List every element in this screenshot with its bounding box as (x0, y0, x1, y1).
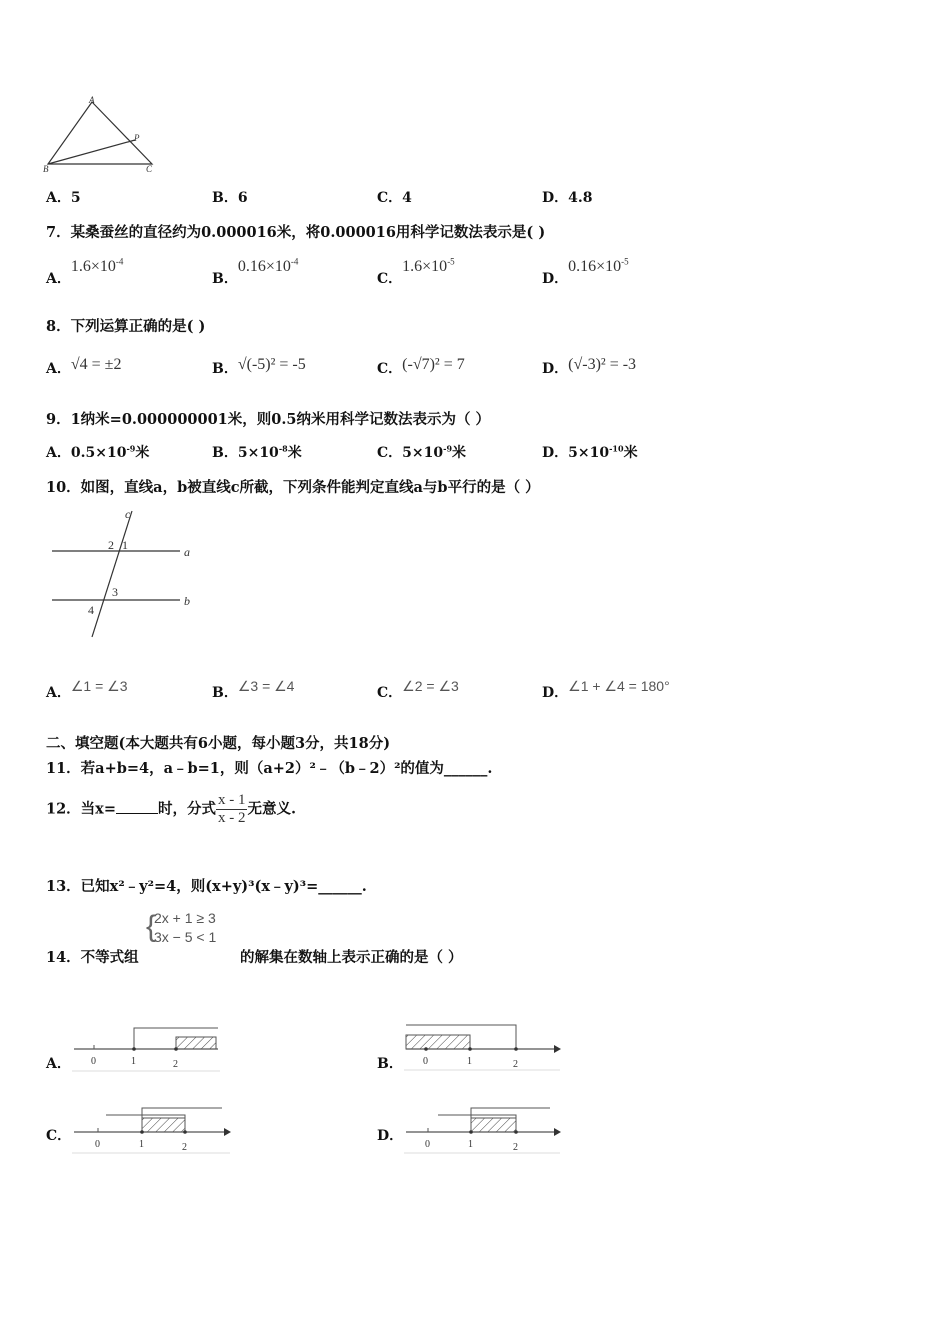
q7-option-c[interactable]: C．$1.6\times 10^{-5}$ (377, 256, 455, 287)
point-p-label: P (134, 133, 140, 143)
q9-option-d[interactable]: D．$5\times 10^{-10}$米 (542, 443, 638, 461)
q7-option-d[interactable]: D．$0.16\times 10^{-5}$ (542, 256, 629, 287)
q10-option-d[interactable]: D．∠1 + ∠4 = 180° (542, 678, 670, 701)
angle-2-label: 2 (108, 538, 114, 552)
vertex-b-label: B (43, 164, 49, 174)
vertex-c-label: C (146, 164, 153, 174)
q7-stem: 7．某桑蚕丝的直径约为0.000016米，将0.000016用科学记数法表示是( ) (46, 224, 546, 241)
tick-0-label: 0 (95, 1139, 100, 1150)
line-b-label: b (184, 594, 190, 608)
q14-option-a-numberline[interactable] (72, 1025, 222, 1073)
q8-stem: 8．下列运算正确的是( ) (46, 318, 206, 335)
tick-2-label: 2 (513, 1059, 518, 1070)
q10-option-c[interactable]: C．∠2 = ∠3 (377, 678, 459, 701)
tick-0-label: 0 (423, 1056, 428, 1067)
q7-option-b[interactable]: B．$0.16\times 10^{-4}$ (212, 256, 299, 287)
q14-option-c-label[interactable]: C． (46, 1128, 72, 1144)
q14-option-d-label[interactable]: D． (377, 1128, 404, 1144)
parallel-lines-figure (48, 505, 198, 640)
q6-option-c[interactable]: C．4 (377, 190, 412, 206)
q6-option-d[interactable]: D．4.8 (542, 190, 593, 206)
tick-0-label: 0 (91, 1056, 96, 1067)
triangle-figure (42, 96, 157, 176)
q14-option-d-numberline[interactable] (404, 1105, 562, 1155)
q8-option-b[interactable]: B．√(-5)² = -5 (212, 356, 306, 377)
q14-option-b-label[interactable]: B． (377, 1056, 403, 1072)
angle-4-label: 4 (88, 603, 94, 617)
q13-stem: 13．已知x²﹣y²=4，则(x+y)³(x﹣y)³=______. (46, 878, 367, 895)
q9-stem: 9．1纳米=0.000000001米，则0.5纳米用科学记数法表示为（ ） (46, 411, 491, 428)
tick-0-label: 0 (425, 1139, 430, 1150)
line-a-label: a (184, 545, 190, 559)
q6-option-b[interactable]: B．6 (212, 190, 248, 206)
q8-option-a[interactable]: A．√4 = ±2 (46, 356, 122, 377)
q12-fraction: $\frac{x - 1}{x - 2}$ (217, 792, 246, 826)
q12-answer-blank[interactable] (116, 801, 158, 814)
tick-2-label: 2 (182, 1142, 187, 1153)
tick-1-label: 1 (468, 1139, 473, 1150)
q10-option-b[interactable]: B．∠3 = ∠4 (212, 678, 295, 701)
q8-option-d[interactable]: D．(√-3)² = -3 (542, 356, 637, 377)
tick-2-label: 2 (173, 1059, 178, 1070)
tick-1-label: 1 (139, 1139, 144, 1150)
q7-option-a[interactable]: A．$1.6\times 10^{-4}$ (46, 256, 124, 287)
q9-option-a[interactable]: A．$0.5\times 10^{-9}$米 (46, 443, 150, 461)
q9-option-c[interactable]: C．$5\times 10^{-9}$米 (377, 443, 467, 461)
q11-stem: 11．若a+b=4，a﹣b=1，则（a+2）²﹣（b﹣2）²的值为______. (46, 760, 493, 777)
vertex-a-label: A (89, 96, 95, 105)
section-2-heading: 二、填空题(本大题共有6小题，每小题3分，共18分) (46, 735, 391, 752)
angle-3-label: 3 (112, 585, 118, 599)
q12-stem: 12．当x= 时，分式 $\frac{x - 1}{x - 2}$ 无意义. (46, 792, 297, 826)
q10-option-a[interactable]: A．∠1 = ∠3 (46, 678, 128, 701)
q14-option-a-label[interactable]: A． (46, 1056, 71, 1072)
q8-option-c[interactable]: C．(-√7)² = 7 (377, 356, 465, 377)
q10-stem: 10．如图，直线a，b被直线c所截，下列条件能判定直线a与b平行的是（ ） (46, 479, 540, 496)
tick-1-label: 1 (131, 1056, 136, 1067)
q9-option-b[interactable]: B．$5\times 10^{-8}$米 (212, 443, 302, 461)
inequality-system: { 2x + 1 ≥ 3 3x − 5 < 1 (146, 910, 217, 945)
q14-stem-post: 的解集在数轴上表示正确的是（ ） (240, 949, 463, 966)
q14-option-b-numberline[interactable] (404, 1022, 562, 1072)
angle-1-label: 1 (122, 538, 128, 552)
q6-option-a[interactable]: A．5 (46, 190, 81, 206)
q14-option-c-numberline[interactable] (72, 1105, 232, 1155)
tick-1-label: 1 (467, 1056, 472, 1067)
tick-2-label: 2 (513, 1142, 518, 1153)
line-c-label: c (125, 507, 131, 521)
q14-stem-pre: 14．不等式组 (46, 949, 139, 966)
